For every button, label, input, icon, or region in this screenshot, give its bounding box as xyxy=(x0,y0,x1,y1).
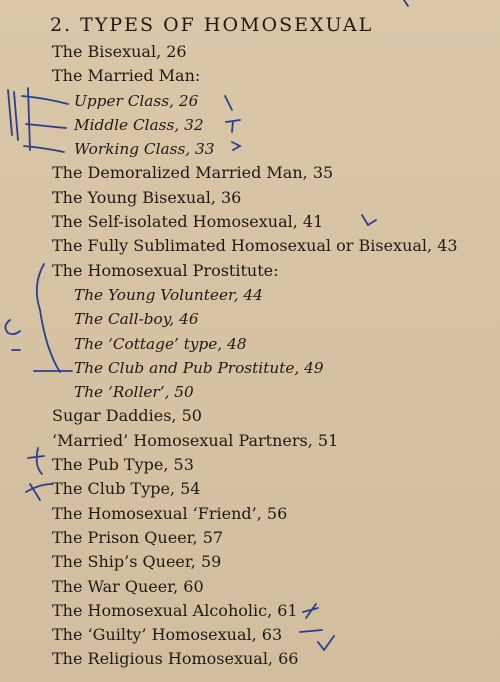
toc-subentry: Middle Class, 32 xyxy=(74,115,204,134)
toc-entry: Sugar Daddies, 50 xyxy=(52,406,202,426)
toc-entry: The War Queer, 60 xyxy=(52,576,204,596)
toc-subentry: The Club and Pub Prostitute, 49 xyxy=(74,358,324,377)
corner-mark xyxy=(404,0,408,6)
toc-entry: The Bisexual, 26 xyxy=(52,42,187,61)
toc-entry: The Young Bisexual, 36 xyxy=(52,187,242,207)
toc-entry: The Demoralized Married Man, 35 xyxy=(52,163,334,183)
toc-subentry: The ‘Roller’, 50 xyxy=(74,383,194,402)
toc-subentry: The Call-boy, 46 xyxy=(74,310,199,329)
squiggle-mark xyxy=(26,484,52,500)
toc-subentry: Working Class, 33 xyxy=(74,140,215,159)
circle-mark xyxy=(5,320,20,334)
toc-entry: The Ship’s Queer, 59 xyxy=(52,552,222,572)
stroke-mark xyxy=(8,90,18,140)
toc-entry: The Pub Type, 53 xyxy=(52,455,194,475)
toc-entry: The Prison Queer, 57 xyxy=(52,527,224,547)
toc-entry: The Homosexual Alcoholic, 61 xyxy=(52,600,298,620)
toc-entry: The ‘Guilty’ Homosexual, 63 xyxy=(52,625,283,645)
toc-entry: The Self-isolated Homosexual, 41 xyxy=(52,212,324,232)
toc-subentry: The Young Volunteer, 44 xyxy=(74,285,263,304)
toc-subentry: Upper Class, 26 xyxy=(74,91,199,110)
toc-subentry: The ‘Cottage’ type, 48 xyxy=(74,334,247,353)
squiggle-mark xyxy=(28,448,44,474)
toc-entry: The Club Type, 54 xyxy=(52,479,201,499)
contents-list xyxy=(52,40,492,672)
toc-entry: The Homosexual Prostitute: xyxy=(52,260,279,280)
toc-entry: ‘Married’ Homosexual Partners, 51 xyxy=(52,430,339,450)
toc-entry: The Fully Sublimated Homosexual or Bisexual, 43 xyxy=(52,236,458,256)
toc-entry: The Married Man: xyxy=(52,66,201,86)
toc-entry: The Religious Homosexual, 66 xyxy=(52,649,299,669)
toc-entry: The Homosexual ‘Friend’, 56 xyxy=(52,503,288,523)
section-heading: 2. TYPES OF HOMOSEXUAL xyxy=(50,14,374,36)
